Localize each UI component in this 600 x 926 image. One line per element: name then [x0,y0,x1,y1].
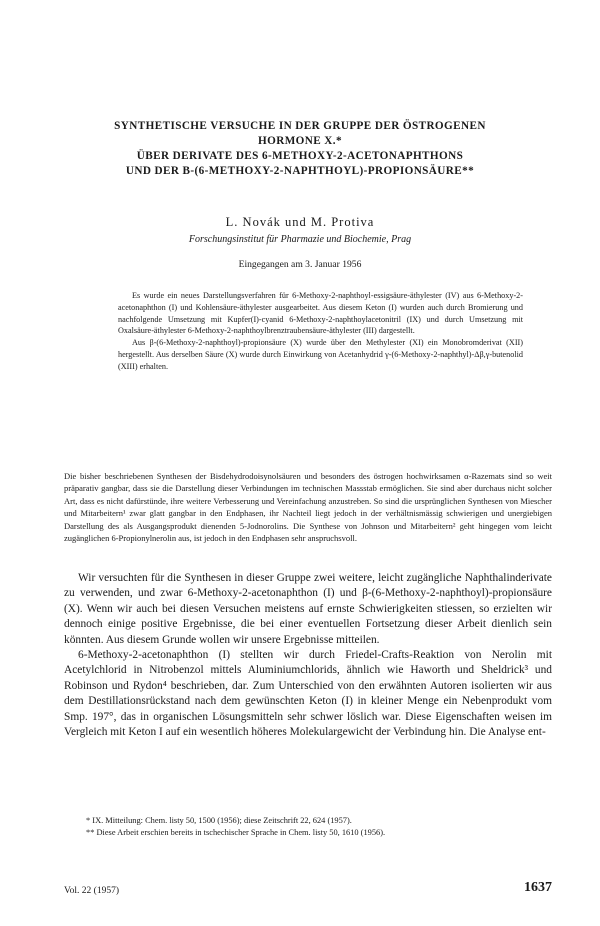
title-line-3: ÜBER DERIVATE DES 6-METHOXY-2-ACETONAPHTHONS [136,150,464,162]
title-line-1: SYNTHETISCHE VERSUCHE IN DER GRUPPE DER ÖSTROGENEN [114,120,486,132]
footnote-1: * IX. Mitteilung: Chem. listy 50, 1500 (1956); diese Zeitschrift 22, 624 (1957). [86,816,352,825]
article-title [40,119,560,179]
introduction [64,470,552,544]
footnotes [64,815,552,839]
abstract-paragraph-1: Es wurde ein neues Darstellungsverfahren für 6-Methoxy-2-naphthoyl-essigsäure-äthylester (IV) aus 6-Methoxy-2-acetonaphthon (I) und Kohlensäure-äthylester ausgearbeitet. Aus diesem Keton (I) wurden auch durch Bromierung und nachfolgende Umsetzung mit Kupfer(I)-cyanid 6-Methoxy-2-naphthoylacetonitril (IX) und durch Umsetzung mit Oxalsäure-äthylester 6-Methoxy-2-naphthoylbrenztraubensäure-äthylester (III) dargestellt. [118,291,523,336]
body-paragraph-2: 6-Methoxy-2-acetonaphthon (I) stellten wir durch Friedel-Crafts-Reaktion von Nerolin mit Acetylchlorid in Nitrobenzol mittels Aluminiumchlorids, ähnlich wie Haworth und Sheldrick³ und Robinson und Rydon⁴ beschrieben, dar. Zum Unterschied von den erwähnten Autoren isolierten wir aus dem Destillationsrückstand nach dem gewünschten Keton (I) in kleiner Menge ein Nebenprodukt vom Smp. 197°, das in organischen Lösungsmitteln sehr schwer löslich war. Diese Eigenschaften weisen im Vergleich mit Keton I auf ein wesentlich höheres Molekulargewicht der Verbindung hin. Die Analyse ent- [64,649,552,739]
authors: L. Novák und M. Protiva [225,215,375,229]
body-text [64,571,552,740]
abstract-paragraph-2: Aus β-(6-Methoxy-2-naphthoyl)-propionsäure (X) wurde über den Methylester (XI) ein Monobromderivat (XII) hergestellt. Aus derselben Säure (X) wurde durch Einwirkung von Acetanhydrid γ-(6-Methoxy-2-naphthyl)-Δβ,γ-butenolid (XIII) erhalten. [118,338,523,371]
title-line-4: UND DER Β-(6-METHOXY-2-NAPHTHOYL)-PROPIONSÄURE** [125,165,475,177]
body-paragraph-1: Wir versuchten für die Synthesen in dieser Gruppe zwei weitere, leicht zugängliche Naphthalinderivate zu verwenden, und zwar 6-Methoxy-2-acetonaphthon (I) und β-(6-Methoxy-2-naphthoyl)-propionsäure (X). Wenn wir auch bei diesen Versuchen meistens auf ernste Schwierigkeiten stiessen, so erzielten wir dennoch einige positive Ergebnisse, die bei einer eventuellen Fortsetzung dieser Arbeit dienlich sein könnten. Aus diesem Grunde wollen wir unsere Ergebnisse mitteilen. [64,572,552,646]
page-number: 1637 [524,880,552,895]
received-date: Eingegangen am 3. Januar 1956 [238,259,362,270]
title-line-2: HORMONE X.* [258,135,342,147]
institute: Forschungsinstitut für Pharmazie und Biochemie, Prag [188,234,412,245]
volume-info: Vol. 22 (1957) [64,886,119,896]
abstract [118,290,523,373]
footnote-2: ** Diese Arbeit erschien bereits in tschechischer Sprache in Chem. listy 50, 1610 (1956). [86,828,386,837]
intro-paragraph: Die bisher beschriebenen Synthesen der Bisdehydrodoisynolsäuren und besonders des östrogen hochwirksamen α-Razemats sind so weit präparativ gangbar, dass sie die Darstellung dieser Verbindungen im technischen Massstab ermöglichen. Sie sind aber durchaus nicht solcher Art, dass es nicht dafürstünde, ihre weitere Verbesserung und Vereinfachung anzustreben. So sind die ursprünglichen Synthesen von Miescher und Mitarbeitern¹ zwar glatt gangbar in den Endphasen, ihr Nachteil liegt jedoch in der verhältnismässig schwierigen und unergiebigen Darstellung des als Ausgangsprodukt dienenden 5-Jodnorolins. Die Synthese von Johnson und Mitarbeitern² geht hingegen vom leicht zugänglichen 6-Propionylnerolin aus, ist jedoch in den Endphasen sehr anspruchsvoll. [64,471,552,544]
